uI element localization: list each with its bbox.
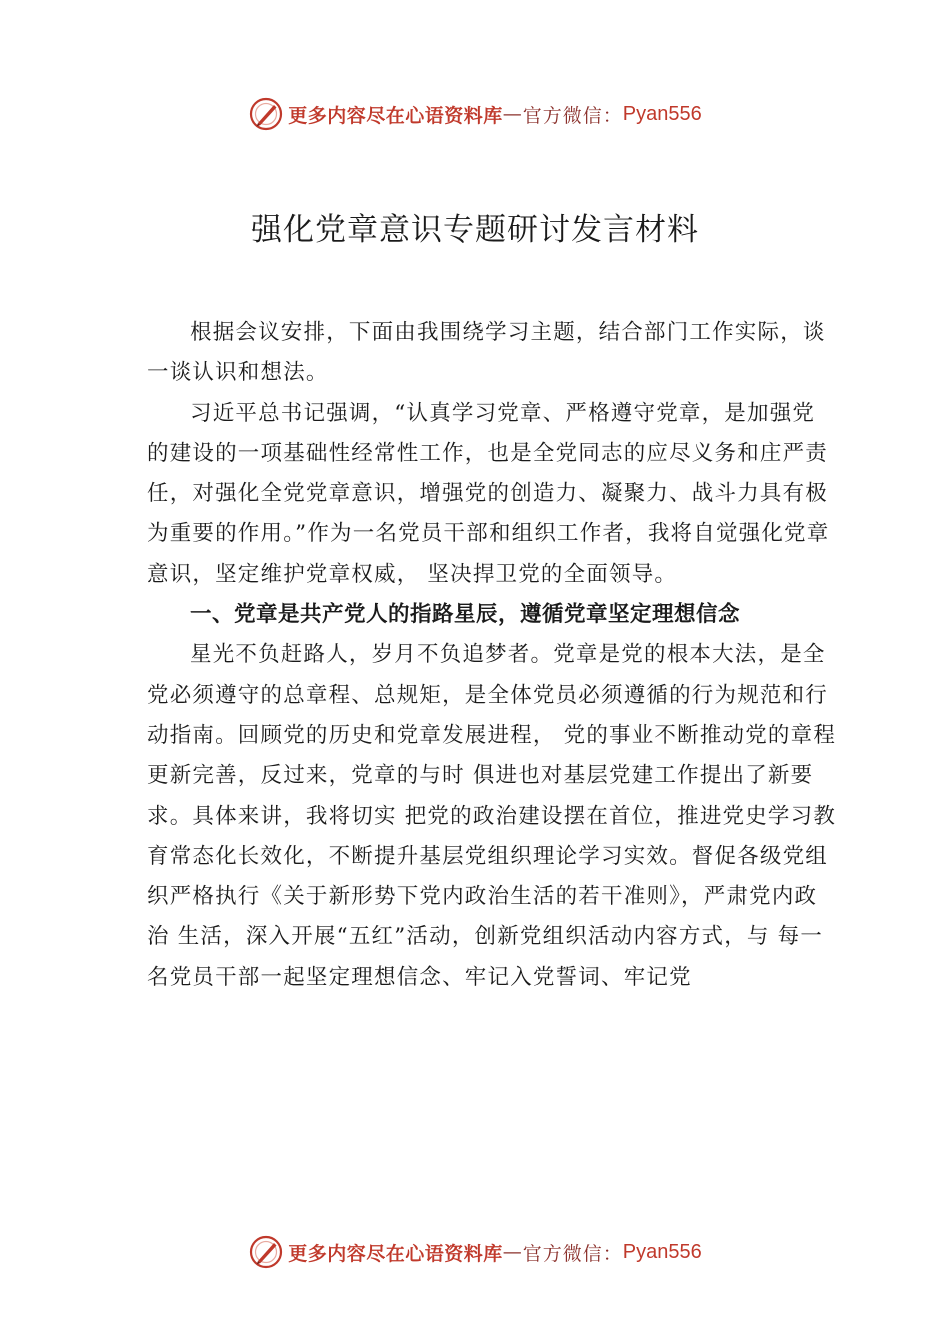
document-title: 强化党章意识专题研讨发言材料	[251, 212, 699, 248]
dash: —	[502, 103, 523, 125]
header-watermark	[0, 94, 950, 134]
paragraph-section-1: 星光不负赶路人，岁月不负追梦者。党章是党的根本大法，是全党必须遵守的总章程、总规矩，是全体党员必须遵循的行为规范和行动指南。回顾党的历史和党章发展进程， 党的事业不断推动党的章程更新完善，反过来，党章的与时 俱进也对基层党建工作提出了新要求。具体来讲，我将切实 把党的政治建设摆在首位，推进党史学习教育常态化长效化，不断提升基层党组织理论学习实效。督促各级党组织严格执行《关于新形势下党内政治生活的若干准则》，严肃党内政治 生活，深入开展“五红”活动，创新党组织活动内容方式，与 每一名党员干部一起坚定理想信念、牢记入党誓词、牢记党	[147, 642, 837, 990]
paragraph-quote: 习近平总书记强调，“认真学习党章、严格遵守党章，是加强党的建设的一项基础性经常性工作，也是全党同志的应尽义务和庄严责任，对强化全党党章意识，增强党的创造力、凝聚力、战斗力具有极为重要的作用。”作为一名党员干部和组织工作者，我将自觉强化党章意识，坚定维护党章权威， 坚决捍卫党的全面领导。	[147, 400, 830, 587]
pen-logo-icon	[248, 96, 284, 132]
paragraph-intro: 根据会议安排，下面由我围绕学习主题，结合部门工作实际，谈一谈认识和想法。	[147, 320, 826, 386]
promo-text: 更多内容尽在心语资料库	[288, 104, 503, 127]
section-heading-1: 一、党章是共产党人的指路星辰，遵循党章坚定理想信念	[190, 602, 741, 628]
wechat-id: Pyan556	[622, 102, 702, 125]
wechat-label: 官方微信：	[522, 1242, 623, 1265]
dash: —	[502, 1241, 523, 1263]
footer-watermark	[0, 1232, 950, 1272]
wechat-id: Pyan556	[622, 1240, 702, 1263]
wechat-label: 官方微信：	[522, 104, 623, 127]
pen-logo-icon	[248, 1234, 284, 1270]
promo-text: 更多内容尽在心语资料库	[288, 1242, 503, 1265]
document-body	[147, 313, 837, 998]
